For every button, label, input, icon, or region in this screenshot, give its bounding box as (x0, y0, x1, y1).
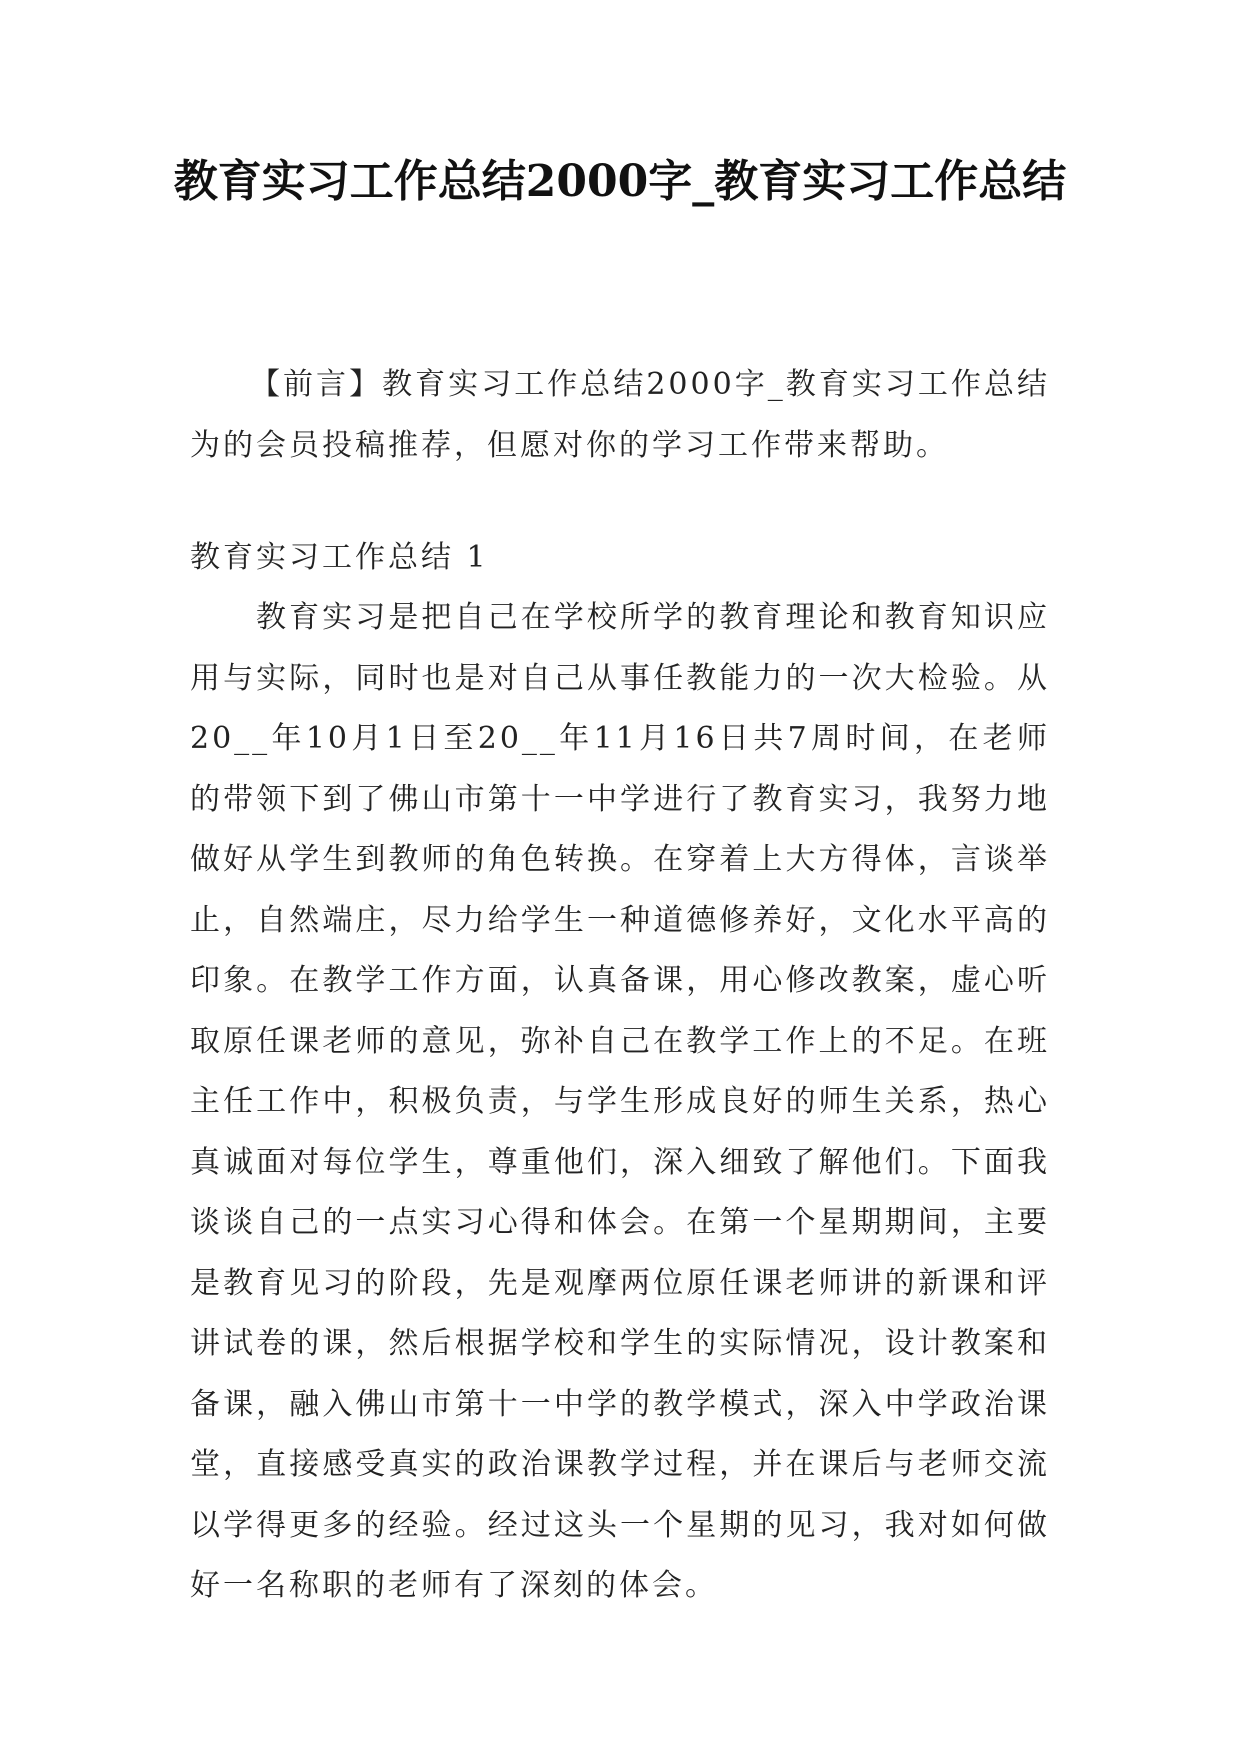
document-title: 教育实习工作总结2000字_教育实习工作总结 (173, 156, 1067, 207)
section-heading: 教育实习工作总结 1 (190, 540, 489, 575)
body-paragraph: 教育实习是把自己在学校所学的教育理论和教育知识应用与实际，同时也是对自己从事任教能力的一次大检验。从20__年10月1日至20__年11月16日共7周时间，在老师的带领下到了佛山市第十一中学进行了教育实习，我努力地做好从学生到教师的角色转换。在穿着上大方得体，言谈举止，自然端庄，尽力给学生一种道德修养好，文化水平高的印象。在教学工作方面，认真备课，用心修改教案，虚心听取原任课老师的意见，弥补自己在教学工作上的不足。在班主任工作中，积极负责，与学生形成良好的师生关系，热心真诚面对每位学生，尊重他们，深入细致了解他们。下面我谈谈自己的一点实习心得和体会。在第一个星期期间，主要是教育见习的阶段，先是观摩两位原任课老师讲的新课和评讲试卷的课，然后根据学校和学生的实际情况，设计教案和备课，融入佛山市第十一中学的教学模式，深入中学政治课堂，直接感受真实的政治课教学过程，并在课后与老师交流以学得更多的经验。经过这头一个星期的见习，我对如何做好一名称职的老师有了深刻的体会。 (190, 600, 1050, 1603)
preface-paragraph: 【前言】教育实习工作总结2000字_教育实习工作总结为的会员投稿推荐，但愿对你的学习工作带来帮助。 (190, 367, 1050, 463)
